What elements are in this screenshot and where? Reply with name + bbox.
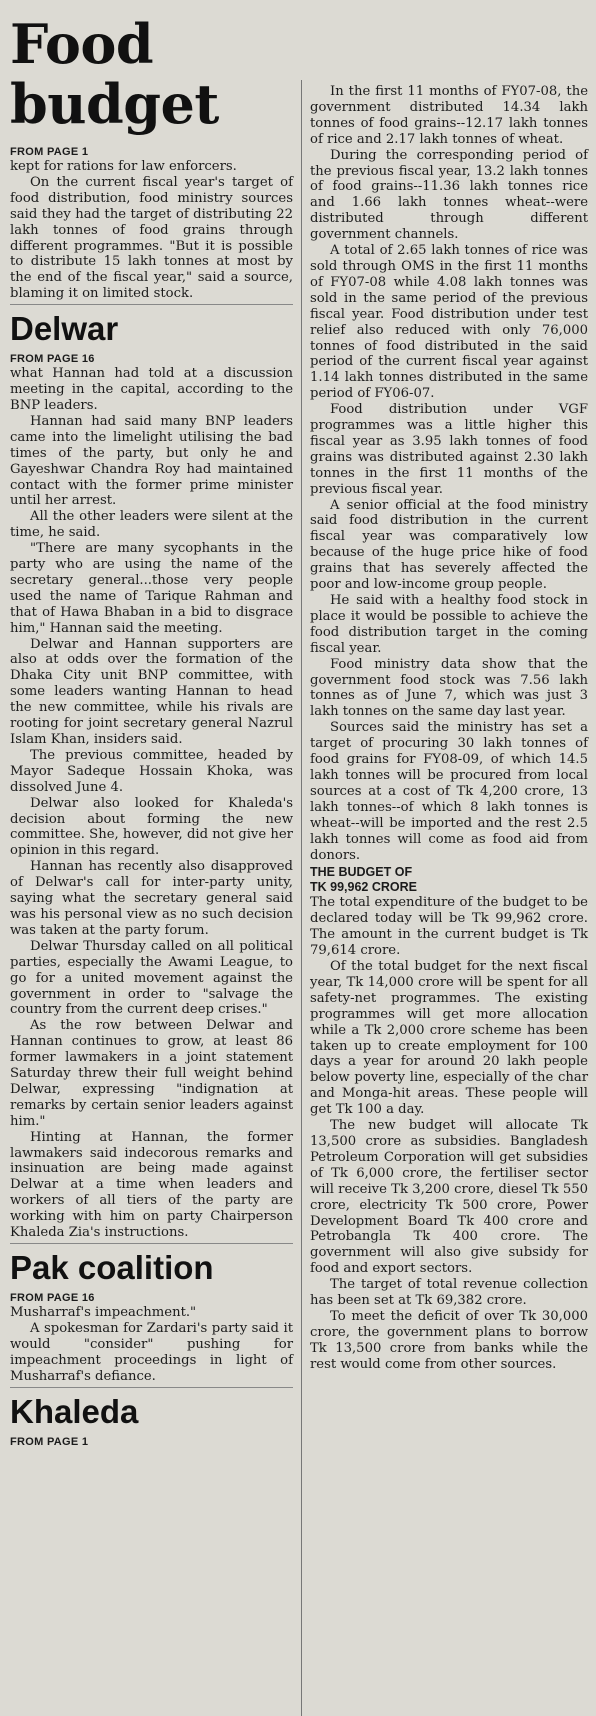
pak-jump-line: FROM PAGE 16 — [10, 1292, 95, 1304]
food-paragraph: On the current fiscal year's target of food distribution, food ministry sources said they had the target of distributing 22 lakh tonnes of food grains through different programmes. "But it is possible to distribute 15 lakh tonnes at most by the end of the fiscal year," said a source, blaming it on limited stock. — [10, 174, 293, 302]
budget-subhead-line-1: THE BUDGET OF — [310, 865, 413, 880]
budget-paragraph: The total expenditure of the budget to be declared today will be Tk 99,962 crore. The amount in the current budget is Tk 79,614 crore. — [310, 895, 588, 959]
section-divider — [10, 1243, 293, 1244]
budget-paragraph: The new budget will allocate Tk 13,500 crore as subsidies. Bangladesh Petroleum Corporation will get subsidies of Tk 6,000 crore, the fertiliser sector will receive Tk 3,200 crore, diesel Tk 550 crore, electricity Tk 500 crore, Power Development Board Tk 400 crore and Petrobangla Tk 400 crore. The government will also give subsidy for food and export sectors. — [310, 1118, 588, 1277]
delwar-paragraph: As the row between Delwar and Hannan continues to grow, at least 86 former lawmakers in a joint statement Saturday threw their full weight behind Delwar, expressing "indignation at remarks by certain senior leaders against him." — [10, 1018, 293, 1129]
pak-paragraph: A spokesman for Zardari's party said it would "consider" pushing for impeachment proceedings in light of Musharraf's defiance. — [10, 1320, 293, 1384]
food-paragraph: In the first 11 months of FY07-08, the government distributed 14.34 lakh tonnes of food grains--12.17 lakh tonnes of rice and 2.17 lakh tonnes of wheat. — [310, 84, 588, 147]
delwar-paragraph: Hannan had said many BNP leaders came into the limelight utilising the bad times of the party, but only he and Gayeshwar Chandra Roy had maintained contact with the former prime minister until her arrest. — [10, 413, 293, 509]
budget-paragraph: The target of total revenue collection has been set at Tk 69,382 crore. — [310, 1277, 588, 1309]
food-paragraph: A total of 2.65 lakh tonnes of rice was sold through OMS in the first 11 months of FY07-08 while 4.08 lakh tonnes was sold in the same period of the previous fiscal year. Food distribution under test relief also reduced with only 76,000 tonnes of food distributed in the said period of the current fiscal year against 1.14 lakh tonnes distributed in the same period of FY06-07. — [310, 243, 588, 402]
food-paragraph: He said with a healthy food stock in place it would be possible to achieve the food distribution target in the coming fiscal year. — [310, 593, 588, 656]
delwar-paragraph: Delwar and Hannan supporters are also at odds over the formation of the Dhaka City unit BNP committee, with some leaders wanting Hannan to head the new committee, while his rivals are rooting for joint secretary general Nazrul Islam Khan, insiders said. — [10, 636, 293, 747]
delwar-paragraph: Hannan has recently also disapproved of Delwar's call for inter-party unity, saying what the secretary general said was his personal view as no such decision was taken at the party forum. — [10, 859, 293, 938]
khaleda-headline: Khaleda — [10, 1392, 139, 1430]
delwar-paragraph: "There are many sycophants in the party who are using the name of the secretary general...those very people used the name of Tarique Rahman and that of Hawa Bhaban in a bid to disgrace him," Hannan said the meeting. — [10, 541, 293, 636]
food-paragraph: During the corresponding period of the previous fiscal year, 13.2 lakh tonnes of food grains--11.36 lakh tonnes rice and 1.66 lakh tonnes wheat--were distributed through different government channels. — [310, 147, 588, 243]
column-rule — [301, 80, 302, 1716]
food-jump-line: FROM PAGE 1 — [10, 146, 89, 158]
delwar-jump-line: FROM PAGE 16 — [10, 353, 95, 366]
food-budget-headline: Food budget — [10, 12, 219, 136]
left-column — [10, 0, 293, 1449]
budget-subhead-line-2: TK 99,962 CRORE — [310, 880, 417, 895]
delwar-headline: Delwar — [10, 310, 119, 348]
delwar-paragraph: Delwar Thursday called on all political parties, especially the Awami League, to go for a united movement against the government in order to "salvage the country from the current deep crises." — [10, 938, 293, 1018]
delwar-paragraph: Hinting at Hannan, the former lawmakers said indecorous remarks and insinuation are being made against Delwar at a time when leaders and workers of all tiers of the party are working with him on party Chairperson Khaleda Zia's instructions. — [10, 1129, 293, 1241]
delwar-paragraph: what Hannan had told at a discussion meeting in the capital, according to the BNP leaders. — [10, 366, 293, 413]
food-paragraph: Food distribution under VGF programmes was a little higher this fiscal year as 3.95 lakh tonnes of food grains was distributed against 2.30 lakh tonnes in the first 11 months of the previous fiscal year. — [310, 402, 588, 497]
pak-paragraph: Musharraf's impeachment." — [10, 1305, 197, 1320]
food-paragraph: Sources said the ministry has set a target of procuring 30 lakh tonnes of food grains for FY08-09, of which 14.5 lakh tonnes will be procured from local sources at a cost of Tk 4,200 crore, 13 lakh tonnes--of which 8 lakh tonnes is wheat--will be imported and the rest 2.5 lakh tonnes will come as food aid from donors. — [310, 720, 588, 863]
food-paragraph: kept for rations for law enforcers. — [10, 159, 237, 174]
delwar-paragraph: The previous committee, headed by Mayor Sadeque Hossain Khoka, was dissolved June 4. — [10, 747, 293, 795]
food-paragraph: Food ministry data show that the government food stock was 7.56 lakh tonnes as of June 7, which was just 3 lakh tonnes on the same day last year. — [310, 656, 588, 720]
khaleda-jump-line: FROM PAGE 1 — [10, 1435, 89, 1448]
food-paragraph: A senior official at the food ministry said food distribution in the current fiscal year was comparatively low because of the huge price hike of food grains that has severely affected the poor and low-income group people. — [310, 497, 588, 593]
section-divider — [10, 304, 293, 305]
budget-paragraph: Of the total budget for the next fiscal year, Tk 14,000 crore will be spent for all safety-net programmes. The existing programmes will get more allocation while a Tk 2,000 crore scheme has been taken up to create employment for 100 days a year for around 20 lakh people below poverty line, especially of the char and Monga-hit areas. These people will get Tk 100 a day. — [310, 959, 588, 1118]
budget-paragraph: To meet the deficit of over Tk 30,000 crore, the government plans to borrow Tk 13,500 crore from banks while the rest would come from other sources. — [310, 1308, 588, 1372]
pak-coalition-headline: Pak coalition — [10, 1249, 214, 1286]
delwar-paragraph: All the other leaders were silent at the time, he said. — [10, 509, 293, 541]
right-column — [310, 84, 588, 1373]
section-divider — [10, 1387, 293, 1388]
delwar-paragraph: Delwar also looked for Khaleda's decision about forming the new committee. She, however, did not give her opinion in this regard. — [10, 795, 293, 859]
